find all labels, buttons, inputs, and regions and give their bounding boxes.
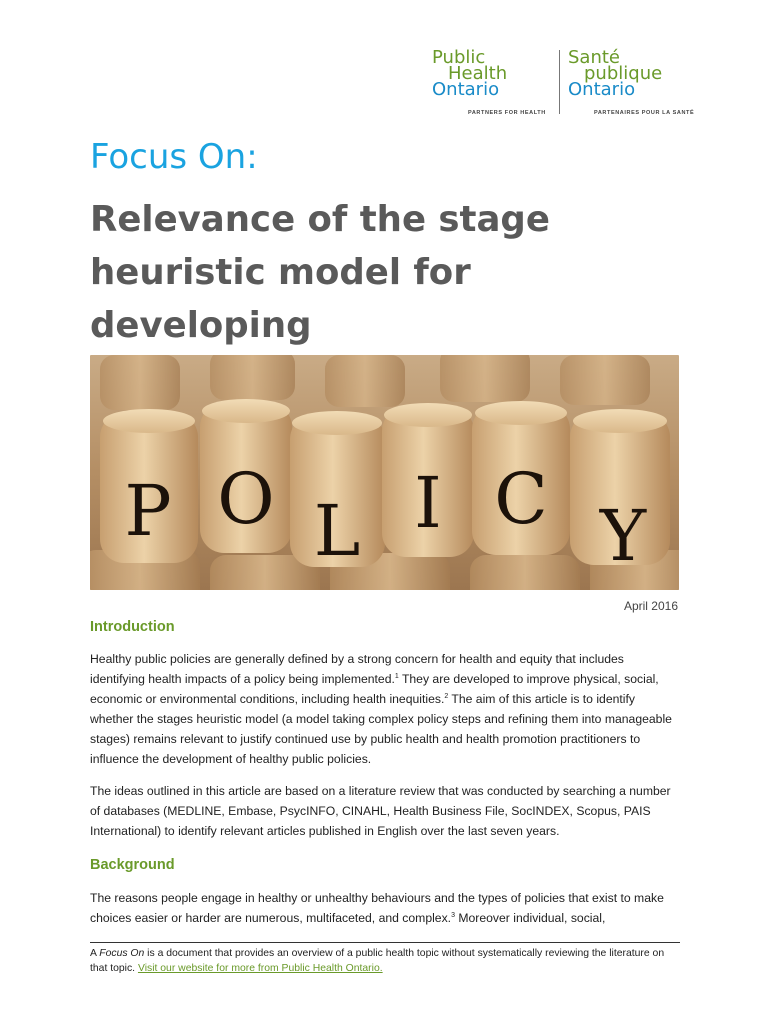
hero-letter-i: I	[414, 462, 442, 544]
footnote-ref-3: 3	[451, 912, 455, 919]
logo-en-line1: Public	[432, 47, 486, 68]
heading-background: Background	[90, 857, 175, 873]
hero-letter-o: O	[217, 458, 275, 540]
website-link[interactable]: Visit our website for more from Public Health Ontario.	[137, 963, 383, 974]
logo-fr-line1: Santé	[568, 47, 620, 68]
footnote-ref-1: 1	[394, 673, 399, 680]
logo-french	[568, 47, 663, 100]
publication-date: April 2016	[623, 599, 678, 613]
logo-en-tagline: PARTNERS FOR HEALTH	[468, 110, 546, 116]
focus-on-kicker: Focus On:	[90, 137, 258, 177]
footer-note: A Focus On is a document that provides an overview of a public health topic without systematically reviewing the literature on that topic. Visit our website for more from Public Health Ontario.	[90, 948, 665, 974]
title-line-1: Relevance of the stage	[90, 199, 550, 240]
background-paragraph-1: The reasons people engage in healthy or unhealthy behaviours and the types of policies that exist to make choices easier or harder are numerous, multifaceted, and complex.$^3$ Moreover individual, social,	[90, 891, 664, 925]
hero-letter-p: P	[124, 470, 172, 552]
logo-fr-tagline: PARTENAIRES POUR LA SANTÉ	[594, 110, 695, 116]
intro-paragraph-2: The ideas outlined in this article are based on a literature review that was conducted by searching a number of databases (MEDLINE, Embase, PsycINFO, CINAHL, Health Business File, SocINDEX, Scopus, PAIS International) to identify relevant articles published in English over the last seven years.	[90, 784, 671, 838]
focus-on-em: Focus On	[99, 948, 145, 959]
footnote-ref-2: 2	[444, 693, 449, 700]
title-line-2: heuristic model for developing	[90, 252, 471, 346]
policy-dice-image	[90, 355, 679, 590]
heading-introduction: Introduction	[90, 619, 175, 635]
logo-en-line2: Health	[448, 63, 508, 84]
hero-letter-c: C	[494, 458, 548, 540]
hero-letter-y: Y	[599, 495, 647, 577]
logo-en-line3: Ontario	[432, 79, 500, 100]
wooden-dice-policy-image	[90, 355, 679, 590]
hero-letter-l: L	[313, 490, 361, 572]
logo-fr-line2: publique	[584, 63, 663, 84]
public-health-ontario-logo	[432, 47, 702, 120]
logo-english	[432, 47, 508, 100]
logo-fr-line3: Ontario	[568, 79, 636, 100]
footer-divider	[90, 942, 680, 943]
intro-paragraph-1: Healthy public policies are generally defined by a strong concern for health and equity that includes identifying health impacts of a policy being implemented.$^1$ They are developed to improve physical, social, economic or environmental conditions, including health inequities.$^2$ The aim of this article is to identify whether the stages heuristic model (a model taking complex policy steps and refining them into manageable stages) remains relevant to justify continued use by public health and health promotion practitioners to influence the development of healthy public policies.	[90, 652, 672, 766]
logo-divider	[559, 50, 560, 114]
